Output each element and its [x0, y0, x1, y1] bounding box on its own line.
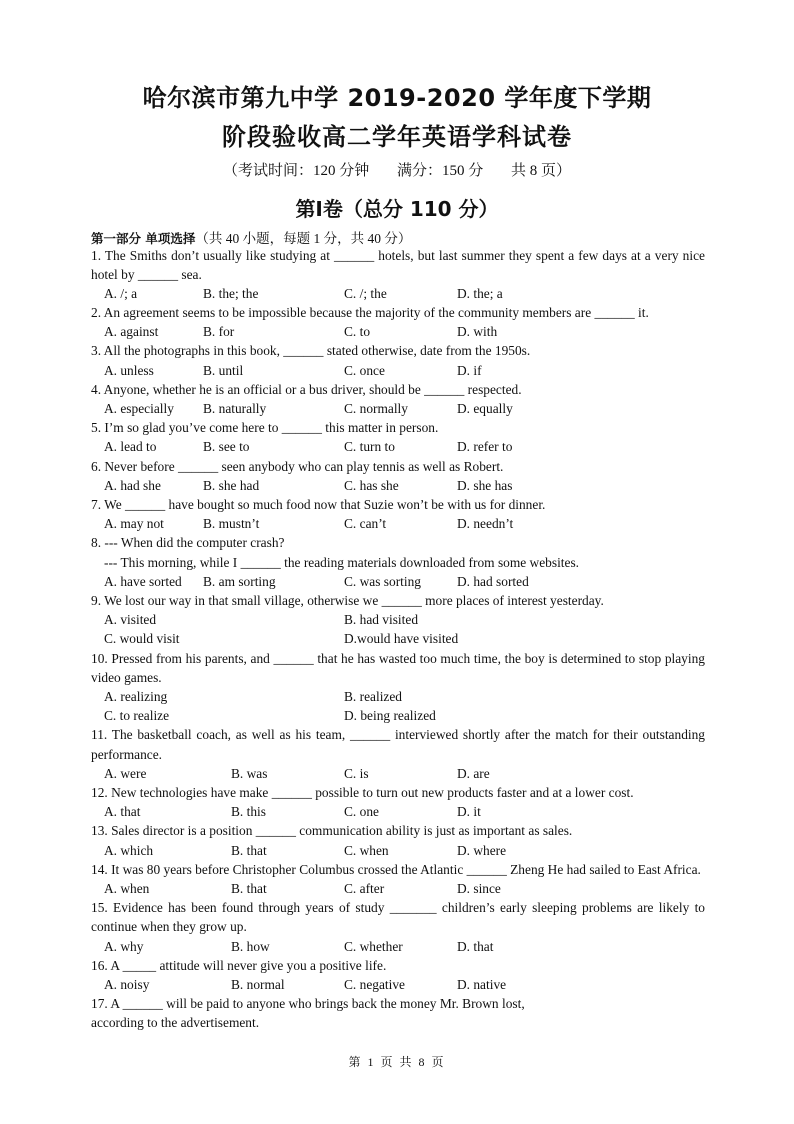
option-row — [91, 764, 705, 783]
option-choice[interactable]: D. equally — [457, 401, 513, 417]
option-choice[interactable]: C. /; the — [344, 285, 387, 301]
option-choice[interactable]: A. when — [104, 880, 150, 896]
option-choice[interactable]: C. to — [344, 324, 371, 340]
question-stem: 7. We ______ have bought so much food now that Suzie won’t be with us for dinner. — [91, 497, 546, 513]
question-item — [91, 533, 705, 591]
option-choice[interactable]: A. may not — [104, 516, 164, 532]
question-stem: 3. All the photographs in this book, ______ stated otherwise, date from the 1950s. — [91, 343, 531, 359]
option-choice[interactable]: D. the; a — [457, 285, 503, 301]
question-stem: 10. Pressed from his parents, and ______ that he has wasted too much time, the boy is determined to stop playing video games. — [91, 650, 705, 685]
option-choice[interactable]: A. had she — [104, 477, 161, 493]
option-choice[interactable]: B. was — [231, 765, 268, 781]
option-choice[interactable]: C. can’t — [344, 516, 387, 532]
option-choice[interactable]: C. to realize — [104, 708, 170, 724]
question-item — [91, 898, 705, 956]
option-choice[interactable]: C. would visit — [104, 631, 180, 647]
question-item — [91, 994, 705, 1032]
option-choice[interactable]: B. realized — [344, 689, 402, 705]
question-stem: 12. New technologies have make ______ possible to turn out new products faster and at a lower cost. — [91, 784, 634, 800]
question-stem: 5. I’m so glad you’ve come here to ______ this matter in person. — [91, 420, 439, 436]
option-choice[interactable]: D. with — [457, 324, 498, 340]
option-row — [91, 879, 705, 898]
option-choice[interactable]: A. were — [104, 765, 147, 781]
option-choice[interactable]: B. until — [203, 362, 244, 378]
option-choice[interactable]: A. have sorted — [104, 573, 182, 589]
option-choice[interactable]: A. realizing — [104, 689, 168, 705]
question-stem: 6. Never before ______ seen anybody who can play tennis as well as Robert. — [91, 458, 504, 474]
option-choice[interactable]: A. lead to — [104, 439, 157, 455]
question-item — [91, 246, 705, 304]
total-pages: 共 8 页） — [511, 163, 572, 179]
question-stem: 1. The Smiths don’t usually like studying at ______ hotels, but last summer they spent a few days at a very nice hotel by ______ sea. — [91, 247, 705, 282]
exam-time: （考试时间：120 分钟 — [222, 163, 370, 179]
option-choice[interactable]: C. one — [344, 804, 379, 820]
option-choice[interactable]: D. that — [457, 938, 494, 954]
option-choice[interactable]: B. the; the — [203, 285, 259, 301]
option-choice[interactable]: B. that — [231, 842, 267, 858]
question-stem-continued: according to the advertisement. — [91, 1015, 260, 1031]
option-row — [91, 802, 705, 821]
question-stem: 15. Evidence has been found through years of study _______ children’s early sleeping problems are likely to continue when they grow up. — [91, 900, 705, 935]
option-choice[interactable]: D. it — [457, 804, 481, 820]
option-choice[interactable]: B. for — [203, 324, 235, 340]
question-item — [91, 418, 705, 456]
option-choice[interactable]: D. since — [457, 880, 501, 896]
option-choice[interactable]: C. after — [344, 880, 385, 896]
option-choice[interactable]: C. turn to — [344, 439, 395, 455]
option-choice[interactable]: C. has she — [344, 477, 399, 493]
option-choice[interactable]: A. unless — [104, 362, 154, 378]
question-item — [91, 495, 705, 533]
option-row — [91, 476, 705, 495]
question-stem: 8. --- When did the computer crash? — [91, 535, 285, 551]
option-choice[interactable]: B. am sorting — [203, 573, 276, 589]
page-number: 第 1 页 共 8 页 — [348, 1055, 446, 1069]
question-stem: 2. An agreement seems to be impossible because the majority of the community members are ______ it. — [91, 305, 649, 321]
option-choice[interactable]: C. whether — [344, 938, 403, 954]
option-choice[interactable]: B. that — [231, 880, 267, 896]
option-row — [91, 322, 705, 341]
option-row — [91, 437, 705, 456]
option-row — [91, 284, 705, 303]
question-item — [91, 860, 705, 898]
option-choice[interactable]: A. that — [104, 804, 141, 820]
option-row — [91, 514, 705, 533]
option-choice[interactable]: D. had sorted — [457, 573, 529, 589]
option-choice[interactable]: A. why — [104, 938, 144, 954]
question-stem: 17. A ______ will be paid to anyone who brings back the money Mr. Brown lost, — [91, 996, 525, 1012]
question-stem: 11. The basketball coach, as well as his team, ______ interviewed shortly after the match for their outstanding performance. — [91, 727, 705, 762]
section-title: 第一部分 单项选择 — [91, 231, 196, 246]
option-choice[interactable]: B. had visited — [344, 612, 419, 628]
question-stem: 4. Anyone, whether he is an official or a bus driver, should be ______ respected. — [91, 381, 522, 397]
option-choice[interactable]: B. she had — [203, 477, 260, 493]
option-row — [91, 841, 705, 860]
option-choice[interactable]: C. was sorting — [344, 573, 421, 589]
exam-info — [0, 159, 794, 180]
option-choice[interactable]: B. this — [231, 804, 266, 820]
question-stem: 16. A _____ attitude will never give you a positive life. — [91, 957, 387, 973]
option-choice[interactable]: A. which — [104, 842, 154, 858]
option-choice[interactable]: D. needn’t — [457, 516, 514, 532]
option-choice[interactable]: A. especially — [104, 401, 174, 417]
option-choice[interactable]: D. she has — [457, 477, 513, 493]
question-item — [91, 341, 705, 379]
option-choice[interactable]: B. how — [231, 938, 270, 954]
option-choice[interactable]: B. see to — [203, 439, 250, 455]
question-item — [91, 303, 705, 341]
option-choice[interactable]: C. negative — [344, 976, 405, 992]
question-stem: 13. Sales director is a position ______ communication ability is just as important as sales. — [91, 823, 573, 839]
option-row — [91, 572, 705, 591]
option-choice[interactable]: D. native — [457, 976, 507, 992]
option-choice[interactable]: A. /; a — [104, 285, 138, 301]
question-item — [91, 380, 705, 418]
option-choice[interactable]: C. is — [344, 765, 369, 781]
option-row — [91, 361, 705, 380]
option-choice[interactable]: B. normal — [231, 976, 285, 992]
option-choice[interactable]: D. are — [457, 765, 490, 781]
section-heading — [91, 227, 411, 247]
option-choice[interactable]: C. once — [344, 362, 385, 378]
option-choice[interactable]: D.would have visited — [344, 631, 459, 647]
option-choice[interactable]: A. noisy — [104, 976, 150, 992]
exam-title: 哈尔滨市第九中学 2019-2020 学年度下学期 — [142, 84, 652, 112]
full-score: 满分：150 分 — [396, 163, 484, 179]
option-choice[interactable]: B. mustn’t — [203, 516, 260, 532]
question-item — [91, 457, 705, 495]
question-item — [91, 956, 705, 994]
option-row — [91, 937, 705, 956]
option-row — [91, 399, 705, 418]
option-choice[interactable]: B. naturally — [203, 401, 267, 417]
section-note: （共 40 小题，每题 1 分，共 40 分） — [195, 231, 412, 246]
option-choice[interactable]: D. where — [457, 842, 507, 858]
option-choice[interactable]: D. refer to — [457, 439, 513, 455]
option-row — [91, 975, 705, 994]
option-row — [91, 687, 705, 706]
option-choice[interactable]: D. if — [457, 362, 482, 378]
question-item — [91, 591, 705, 649]
option-row — [91, 629, 705, 648]
question-item — [91, 725, 705, 783]
question-stem: 14. It was 80 years before Christopher Columbus crossed the Atlantic ______ Zheng He had sailed to East Africa. — [91, 861, 701, 877]
question-item — [91, 649, 705, 726]
option-choice[interactable]: D. being realized — [344, 708, 436, 724]
question-item — [91, 783, 705, 821]
volume-title: 第Ⅰ卷（总分 110 分） — [295, 197, 499, 221]
question-item — [91, 821, 705, 859]
exam-subtitle: 阶段验收高二学年英语学科试卷 — [222, 123, 572, 151]
option-choice[interactable]: A. against — [104, 324, 159, 340]
question-list — [91, 246, 705, 1033]
option-row — [91, 706, 705, 725]
option-row — [91, 610, 705, 629]
question-stem-continued: --- This morning, while I ______ the reading materials downloaded from some websites. — [104, 554, 580, 570]
option-choice[interactable]: C. normally — [344, 401, 408, 417]
option-choice[interactable]: A. visited — [104, 612, 157, 628]
question-stem: 9. We lost our way in that small village, otherwise we ______ more places of interest yesterday. — [91, 593, 604, 609]
option-choice[interactable]: C. when — [344, 842, 389, 858]
